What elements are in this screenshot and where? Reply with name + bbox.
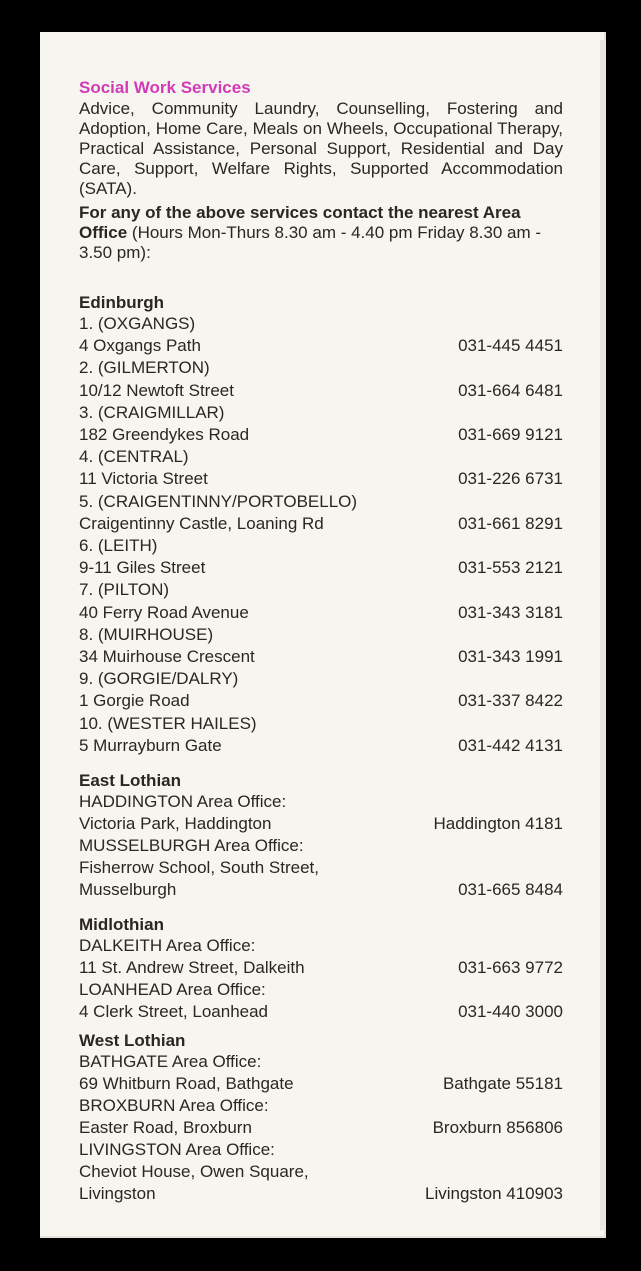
office-phone: 031-663 9772: [458, 958, 563, 978]
office-address: 10/12 Newtoft Street: [79, 380, 234, 400]
office-name: 6. (LEITH): [79, 536, 158, 556]
office-name: BROXBURN Area Office:: [79, 1096, 269, 1116]
office-address: 4 Clerk Street, Loanhead: [79, 1002, 269, 1022]
office-phone: 031-553 2121: [458, 558, 563, 578]
office-address: Craigentinny Castle, Loaning Rd: [79, 513, 324, 533]
office-phone: 031-440 3000: [458, 1002, 563, 1022]
region-west-lothian: [79, 1031, 563, 1205]
office-row: [79, 513, 563, 535]
office-phone: 031-337 8422: [458, 691, 563, 711]
office-name: 7. (PILTON): [79, 580, 170, 600]
office-name: HADDINGTON Area Office:: [79, 792, 287, 812]
office-address: 5 Murrayburn Gate: [79, 735, 222, 755]
office-phone: Bathgate 55181: [442, 1074, 563, 1094]
page-edge: [600, 40, 606, 1230]
office-address: 11 Victoria Street: [79, 469, 208, 489]
contact-hours: (Hours Mon-Thurs 8.30 am - 4.40 pm Friday 8.30 am - 3.50 pm):: [79, 223, 541, 262]
office-address: Livingston: [79, 1184, 156, 1204]
office-address: Victoria Park, Haddington: [79, 814, 272, 834]
office-phone: 031-226 6731: [458, 469, 563, 489]
office-name: 2. (GILMERTON): [79, 358, 210, 378]
office-address: Musselburgh: [79, 880, 177, 900]
office-address: 9-11 Giles Street: [79, 558, 206, 578]
leaflet-content: [79, 77, 563, 1205]
office-phone: 031-445 4451: [458, 336, 563, 356]
office-row: [79, 602, 563, 624]
contact-instructions: [79, 203, 563, 263]
office-phone: Livingston 410903: [424, 1184, 563, 1204]
office-row: [79, 1183, 563, 1205]
office-row: [79, 1073, 563, 1095]
services-list: Advice, Community Laundry, Counselling, Fostering and Adoption, Home Care, Meals on Wheels, Occupational Therapy, Practical Assistance, Personal Support, Residential and Day Care, Support, Welfare Rights, Supported Accommodation (SATA).: [79, 99, 563, 198]
region-east-lothian: [79, 771, 563, 901]
office-phone: 031-343 1991: [458, 647, 563, 667]
office-name: 5. (CRAIGENTINNY/PORTOBELLO): [79, 491, 358, 511]
office-row: [79, 879, 563, 901]
office-address: 1 Gorgie Road: [79, 691, 190, 711]
office-name: BATHGATE Area Office:: [79, 1052, 262, 1072]
office-address: 34 Muirhouse Crescent: [79, 647, 255, 667]
office-name: 8. (MUIRHOUSE): [79, 624, 214, 644]
office-phone: 031-669 9121: [458, 425, 563, 445]
office-name: MUSSELBURGH Area Office:: [79, 836, 304, 856]
office-row: [79, 380, 563, 402]
contact-bold: For any of the above services contact the nearest Area Office: [79, 203, 521, 242]
office-name: LIVINGSTON Area Office:: [79, 1140, 275, 1160]
office-name: 3. (CRAIGMILLAR): [79, 402, 225, 422]
office-phone: 031-661 8291: [458, 513, 563, 533]
office-address: 4 Oxgangs Path: [79, 336, 201, 356]
office-address: 40 Ferry Road Avenue: [79, 602, 249, 622]
office-row: [79, 1001, 563, 1023]
office-address: 69 Whitburn Road, Bathgate: [79, 1074, 294, 1094]
region-title: East Lothian: [79, 771, 182, 791]
office-row: [79, 424, 563, 446]
office-name: LOANHEAD Area Office:: [79, 980, 266, 1000]
region-midlothian: [79, 915, 563, 1023]
region-title: Edinburgh: [79, 293, 164, 312]
region-title: Midlothian: [79, 915, 164, 935]
office-phone: 031-442 4131: [458, 735, 563, 755]
office-name: 10. (WESTER HAILES): [79, 713, 257, 733]
office-phone: Haddington 4181: [433, 814, 563, 834]
office-address: Fisherrow School, South Street,: [79, 858, 320, 878]
region-edinburgh: [79, 293, 563, 757]
office-name: 1. (OXGANGS): [79, 314, 196, 333]
office-address: 11 St. Andrew Street, Dalkeith: [79, 958, 305, 978]
office-address: Easter Road, Broxburn: [79, 1118, 252, 1138]
section-heading: Social Work Services: [79, 78, 251, 97]
office-name: DALKEITH Area Office:: [79, 936, 256, 956]
office-address: Cheviot House, Owen Square,: [79, 1162, 309, 1182]
office-name: 4. (CENTRAL): [79, 447, 189, 467]
office-phone: Broxburn 856806: [432, 1118, 563, 1138]
office-row: [79, 690, 563, 712]
office-name: 9. (GORGIE/DALRY): [79, 669, 239, 689]
office-phone: 031-665 8484: [458, 880, 563, 900]
office-row: [79, 335, 563, 357]
office-row: [79, 735, 563, 757]
office-row: [79, 557, 563, 579]
office-row: [79, 468, 563, 490]
office-row: [79, 957, 563, 979]
office-row: [79, 813, 563, 835]
office-row: [79, 646, 563, 668]
office-address: 182 Greendykes Road: [79, 425, 250, 445]
office-phone: 031-343 3181: [458, 602, 563, 622]
region-title: West Lothian: [79, 1031, 186, 1051]
office-phone: 031-664 6481: [458, 380, 563, 400]
office-row: [79, 1117, 563, 1139]
